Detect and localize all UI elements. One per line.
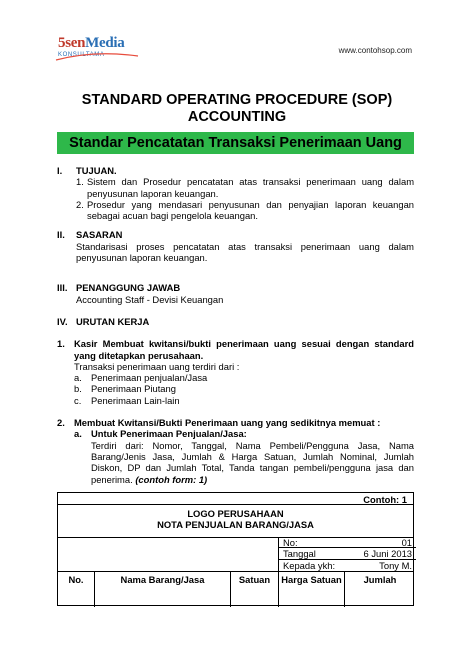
list-item-number: 1.: [76, 176, 84, 188]
title-line-2: ACCOUNTING: [187, 109, 287, 125]
step-number: 1.: [57, 338, 65, 350]
section-title: PENANGGUNG JAWAB: [76, 282, 181, 294]
step-text: Kasir Membuat kwitansi/bukti penerimaan uang sesuai dengan standard yang ditetapkan perusahaan.: [74, 338, 414, 361]
section-number: I.: [57, 165, 63, 176]
list-item-letter: c.: [74, 394, 82, 406]
step-1-intro: Transaksi penerimaan uang terdiri dari :: [74, 360, 240, 372]
section-number: II.: [57, 229, 65, 241]
section-title: SASARAN: [76, 229, 123, 241]
meta-label: Kepada ykh:: [283, 559, 336, 571]
meta-value: Tony M.: [379, 559, 412, 571]
logo-subtext: KONSULTAMA: [58, 52, 105, 58]
list-item-text: Penerimaan Piutang: [91, 383, 176, 395]
section-number: IV.: [57, 315, 68, 327]
step-2-description: [74, 440, 414, 485]
form-reference: (contoh form: 1): [135, 473, 208, 485]
step-2-subheading: [74, 428, 414, 439]
form-logo-placeholder: LOGO PERUSAHAAN: [187, 508, 284, 519]
list-item-letter: a.: [74, 428, 82, 440]
meta-label: No:: [283, 537, 298, 548]
list-item-letter: b.: [74, 383, 82, 395]
meta-value: 6 Juni 2013: [363, 548, 412, 560]
form-number: Contoh: 1: [363, 494, 407, 505]
section-title: URUTAN KERJA: [76, 315, 150, 327]
meta-value: 01: [401, 537, 412, 548]
sales-receipt-form: [57, 492, 414, 606]
step-number: 2.: [57, 417, 65, 429]
section-penanggung-heading: [57, 282, 414, 293]
document-title: [0, 92, 474, 126]
section-sasaran-heading: [57, 229, 414, 240]
column-header-amount: Jumlah: [344, 571, 415, 607]
section-number: III.: [57, 282, 68, 294]
list-item: [76, 199, 414, 222]
penanggung-text: Accounting Staff - Devisi Keuangan: [76, 293, 224, 305]
list-item: [74, 372, 414, 383]
column-header-unit-price: Harga Satuan: [278, 571, 344, 607]
title-line-1: STANDARD OPERATING PROCEDURE (SOP): [81, 92, 393, 108]
list-item: [76, 176, 414, 199]
column-header-no: No.: [68, 574, 84, 585]
logo-text-alt: Media: [85, 35, 125, 51]
step-2-body: [57, 428, 414, 484]
list-item-text: Penerimaan penjualan/Jasa: [91, 372, 208, 384]
step-2-title: [57, 417, 414, 428]
list-item-number: 2.: [76, 198, 84, 210]
list-item-letter: a.: [74, 372, 82, 384]
meta-label: Tanggal: [283, 548, 316, 560]
description-text: Terdiri dari: Nomor, Tanggal, Nama Pembeli/Pengguna Jasa, Nama Barang/Jenis Jasa, Jumlah & Harga Satuan, Jumlah Nominal, Jumlah Diskon, DP dan Jumlah Total, Tanda tangan pembeli/pengguna jasa dan penerima.: [91, 439, 414, 485]
meta-row-number: [279, 537, 416, 548]
list-item: [74, 395, 414, 406]
company-logo: [58, 36, 140, 66]
meta-row-date: [279, 548, 416, 559]
meta-row-recipient: [279, 560, 416, 571]
section-title: TUJUAN.: [76, 165, 117, 176]
document-body: [57, 165, 414, 485]
list-item-text: Penerimaan Lain-lain: [91, 394, 180, 406]
list-item-text: Sistem dan Prosedur pencatatan atas transaksi penerimaan uang dalam penyusunan laporan keuangan.: [87, 176, 414, 199]
list-item: [74, 383, 414, 394]
divider: [58, 504, 413, 505]
column-header-unit: Satuan: [230, 571, 278, 607]
site-url[interactable]: www.contohsop.com: [338, 46, 412, 55]
step-1-title: [57, 338, 414, 361]
section-tujuan-heading: [57, 165, 414, 176]
step-text: Membuat Kwitansi/Bukti Penerimaan uang yang sedikitnya memuat :: [74, 417, 381, 429]
procedure-banner: Standar Pencatatan Transaksi Penerimaan Uang: [57, 132, 414, 154]
logo-text-main: 5sen: [58, 35, 86, 51]
logo-swoosh-icon: [54, 46, 140, 64]
form-title: NOTA PENJUALAN BARANG/JASA: [157, 519, 314, 530]
receipt-meta: [278, 537, 415, 571]
form-header: [58, 508, 413, 530]
column-header-item: Nama Barang/Jasa: [94, 571, 230, 607]
list-item-text: Prosedur yang mendasari penyusunan dan penyajian laporan keuangan sebagai acuan bagi pengelola keuangan.: [87, 198, 414, 222]
section-urutan-heading: [57, 316, 414, 327]
tujuan-list: [57, 176, 414, 221]
subheading-text: Untuk Penerimaan Penjualan/Jasa:: [91, 428, 247, 440]
step-1-body: [57, 361, 414, 406]
sasaran-text: Standarisasi proses pencatatan atas transaksi penerimaan uang dalam penyusunan laporan keuangan.: [76, 240, 414, 264]
